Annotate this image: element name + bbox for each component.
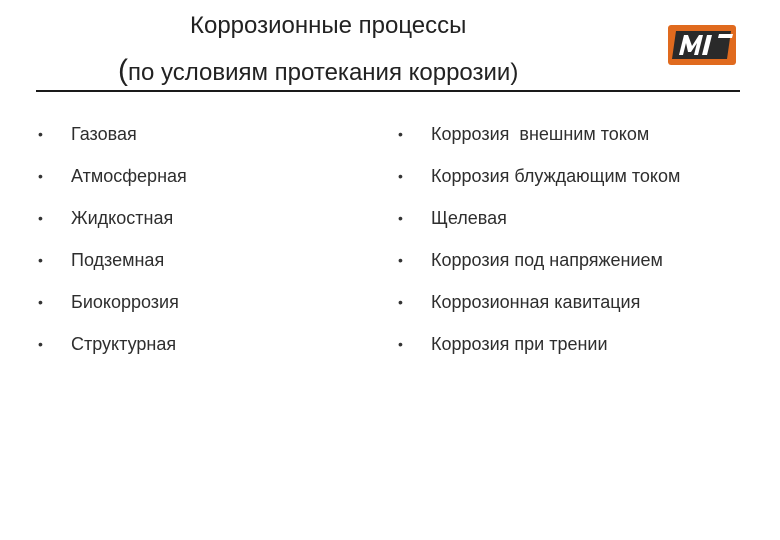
list-item-text: Коррозия внешним током	[431, 124, 650, 144]
bullet: •	[38, 210, 43, 226]
bullet: •	[38, 294, 43, 310]
bullet: •	[398, 168, 403, 184]
list-item	[398, 163, 680, 205]
list-item-text: Коррозия при трении	[431, 334, 608, 354]
list-item-text: Коррозия под напряжением	[431, 250, 663, 270]
list-item-text: Структурная	[71, 334, 177, 354]
bullet: •	[38, 252, 43, 268]
list-item	[38, 163, 187, 205]
list-item-text: Атмосферная	[71, 166, 187, 186]
page-subtitle	[118, 54, 518, 88]
bullet: •	[398, 294, 403, 310]
mi-logo-icon	[667, 24, 737, 66]
right-list	[398, 121, 680, 373]
bullet: •	[398, 210, 403, 226]
list-item	[398, 121, 680, 163]
list-item-text: Коррозионная кавитация	[431, 292, 641, 312]
bullet: •	[398, 252, 403, 268]
bullet: •	[398, 126, 403, 142]
title-underline	[36, 90, 740, 92]
left-list	[38, 121, 187, 373]
list-item	[398, 247, 680, 289]
list-item-text: Коррозия блуждающим током	[431, 166, 681, 186]
list-item	[38, 205, 187, 247]
list-item	[38, 121, 187, 163]
list-item-text: Жидкостная	[71, 208, 174, 228]
bullet: •	[398, 336, 403, 352]
subtitle-text: по условиям протекания коррозии)	[128, 59, 519, 86]
bullet: •	[38, 126, 43, 142]
list-item	[38, 331, 187, 373]
list-item-text: Щелевая	[431, 208, 507, 228]
list-item	[38, 289, 187, 331]
list-item	[38, 247, 187, 289]
bullet: •	[38, 336, 43, 352]
list-item	[398, 331, 680, 373]
list-item-text: Биокоррозия	[71, 292, 179, 312]
list-item	[398, 289, 680, 331]
list-item-text: Подземная	[71, 250, 165, 270]
subtitle-open-paren: (	[118, 54, 128, 87]
list-item	[398, 205, 680, 247]
bullet: •	[38, 168, 43, 184]
list-item-text: Газовая	[71, 124, 137, 144]
page-title: Коррозионные процессы	[190, 12, 467, 39]
